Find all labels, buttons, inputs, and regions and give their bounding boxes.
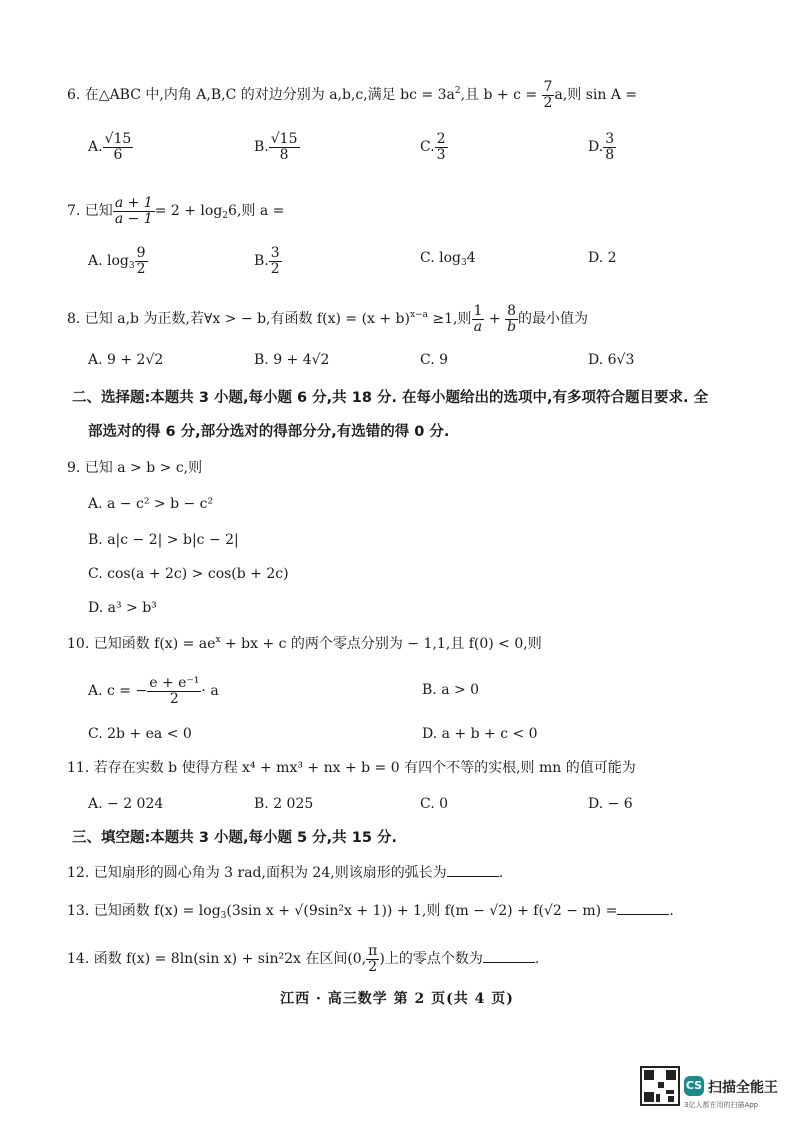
- q11-option-b: B. 2 025: [254, 796, 314, 812]
- q7-option-b: B. $\frac{3}{2}$: [254, 245, 280, 277]
- q7-fraction: $\frac{a + 1}{a - 1}$: [114, 195, 153, 227]
- question-11-stem: 11. 若存在实数 b 使得方程 x⁴ + mx³ + nx + b = 0 有四个不等的实根,则 mn 的值可能为: [67, 760, 636, 776]
- page-footer: 江西 · 高三数学 第 2 页(共 4 页): [280, 991, 514, 1007]
- q11-option-d: D. − 6: [588, 796, 633, 812]
- question-13-stem: 13. 已知函数 $f(x) = \log_3(3\sin$ x + √(9sin²x + 1)) + 1,则 f(m − √2) + f(√2 − m) = .: [67, 900, 674, 921]
- q9-option-c: C. cos(a + 2c) > cos(b + 2c): [88, 566, 289, 582]
- section-2-heading-cont: 部选对的得 6 分,部分选对的得部分分,有选错的得 0 分.: [88, 424, 450, 440]
- camscanner-name: 扫描全能王: [708, 1080, 778, 1096]
- q6-stem-mid: ,且 b + c =: [460, 87, 542, 104]
- q13-answer-blank[interactable]: [617, 900, 669, 915]
- question-9-stem: 9. 已知 a > b > c,则: [67, 460, 203, 476]
- q7-option-d: D. 2: [588, 250, 617, 266]
- q6-stem-post: a,则 sin A =: [554, 87, 638, 104]
- camscanner-tagline: 3亿人都在用的扫描App: [684, 1101, 759, 1109]
- q8-option-b: B. 9 + 4√2: [254, 352, 330, 368]
- q9-option-a: A. a − c² > b − c²: [88, 496, 214, 512]
- q8-option-c: C. 9: [420, 352, 449, 368]
- question-7-stem: 7. 已知 $\frac{a + 1}{a - 1}$ = $2 + \log_26$,则 a =: [67, 195, 285, 227]
- question-14-stem: 14. 函数 f(x) = 8ln(sin x) + sin²2x 在区间(0, $\frac{\pi}{2}$ )上的零点个数为 .: [67, 943, 540, 975]
- q9-option-d: D. a³ > b³: [88, 600, 157, 616]
- q10-option-c: C. 2b + ea < 0: [88, 726, 192, 742]
- q12-answer-blank[interactable]: [447, 862, 499, 877]
- q11-option-c: C. 0: [420, 796, 449, 812]
- camscanner-logo-icon: CS: [684, 1076, 704, 1096]
- q10-option-a: A. c = − $\frac{\text{e + e⁻¹}}{2}$ · a: [88, 675, 219, 707]
- q8-option-a: A. 9 + 2√2: [88, 352, 164, 368]
- section-3-heading: 三、填空题:本题共 3 小题,每小题 5 分,共 15 分.: [72, 830, 397, 846]
- question-6-stem: 6. 在△ABC 中,内角 A,B,C 的对边分别为 a,b,c,满足 bc = $3a^2$,且 b + c = $\frac{7}{2}$ a,则 sin A =: [67, 79, 638, 111]
- section-2-heading: 二、选择题:本题共 3 小题,每小题 6 分,共 18 分. 在每小题给出的选项中,有多项符合题目要求. 全: [72, 390, 709, 406]
- q11-option-a: A. − 2 024: [88, 796, 164, 812]
- q6-stem-pre: 6. 在△ABC 中,内角 A,B,C 的对边分别为 a,b,c,满足 bc = 3a: [67, 87, 455, 104]
- q9-option-b: B. a|c − 2| > b|c − 2|: [88, 532, 239, 548]
- q14-answer-blank[interactable]: [483, 948, 535, 963]
- qr-code-icon: [640, 1066, 680, 1106]
- q8-option-d: D. 6√3: [588, 352, 635, 368]
- question-12-stem: 12. 已知扇形的圆心角为 3 rad,面积为 24,则该扇形的弧长为 .: [67, 862, 503, 883]
- q10-option-b: B. a > 0: [422, 682, 480, 698]
- q7-option-a: A. $\log_3$ $\frac{9}{2}$: [88, 245, 146, 277]
- question-8-stem: 8. 已知 a,b 为正数,若∀x > − b,有函数 $f(x) = (x + b)^{x-a} \ge 1$,则 $\frac{1}{a}$ + $\frac{8}{b}$ 的最小值为: [67, 303, 589, 335]
- q6-option-d: D. $\frac{3}{8}$: [588, 131, 615, 163]
- q6-option-a: A. $\frac{√15}{6}$: [88, 131, 132, 163]
- q7-option-c: C. $\log_34$: [420, 250, 476, 268]
- q6-option-c: C. $\frac{2}{3}$: [420, 131, 446, 163]
- q6-fraction: $\frac{7}{2}$: [543, 79, 553, 111]
- question-10-stem: 10. 已知函数 $f(x) = ae^x$ + bx + c 的两个零点分别为 − 1,1,且 f(0) < 0,则: [67, 635, 542, 652]
- q6-option-b: B. $\frac{√15}{8}$: [254, 131, 298, 163]
- q10-option-d: D. a + b + c < 0: [422, 726, 538, 742]
